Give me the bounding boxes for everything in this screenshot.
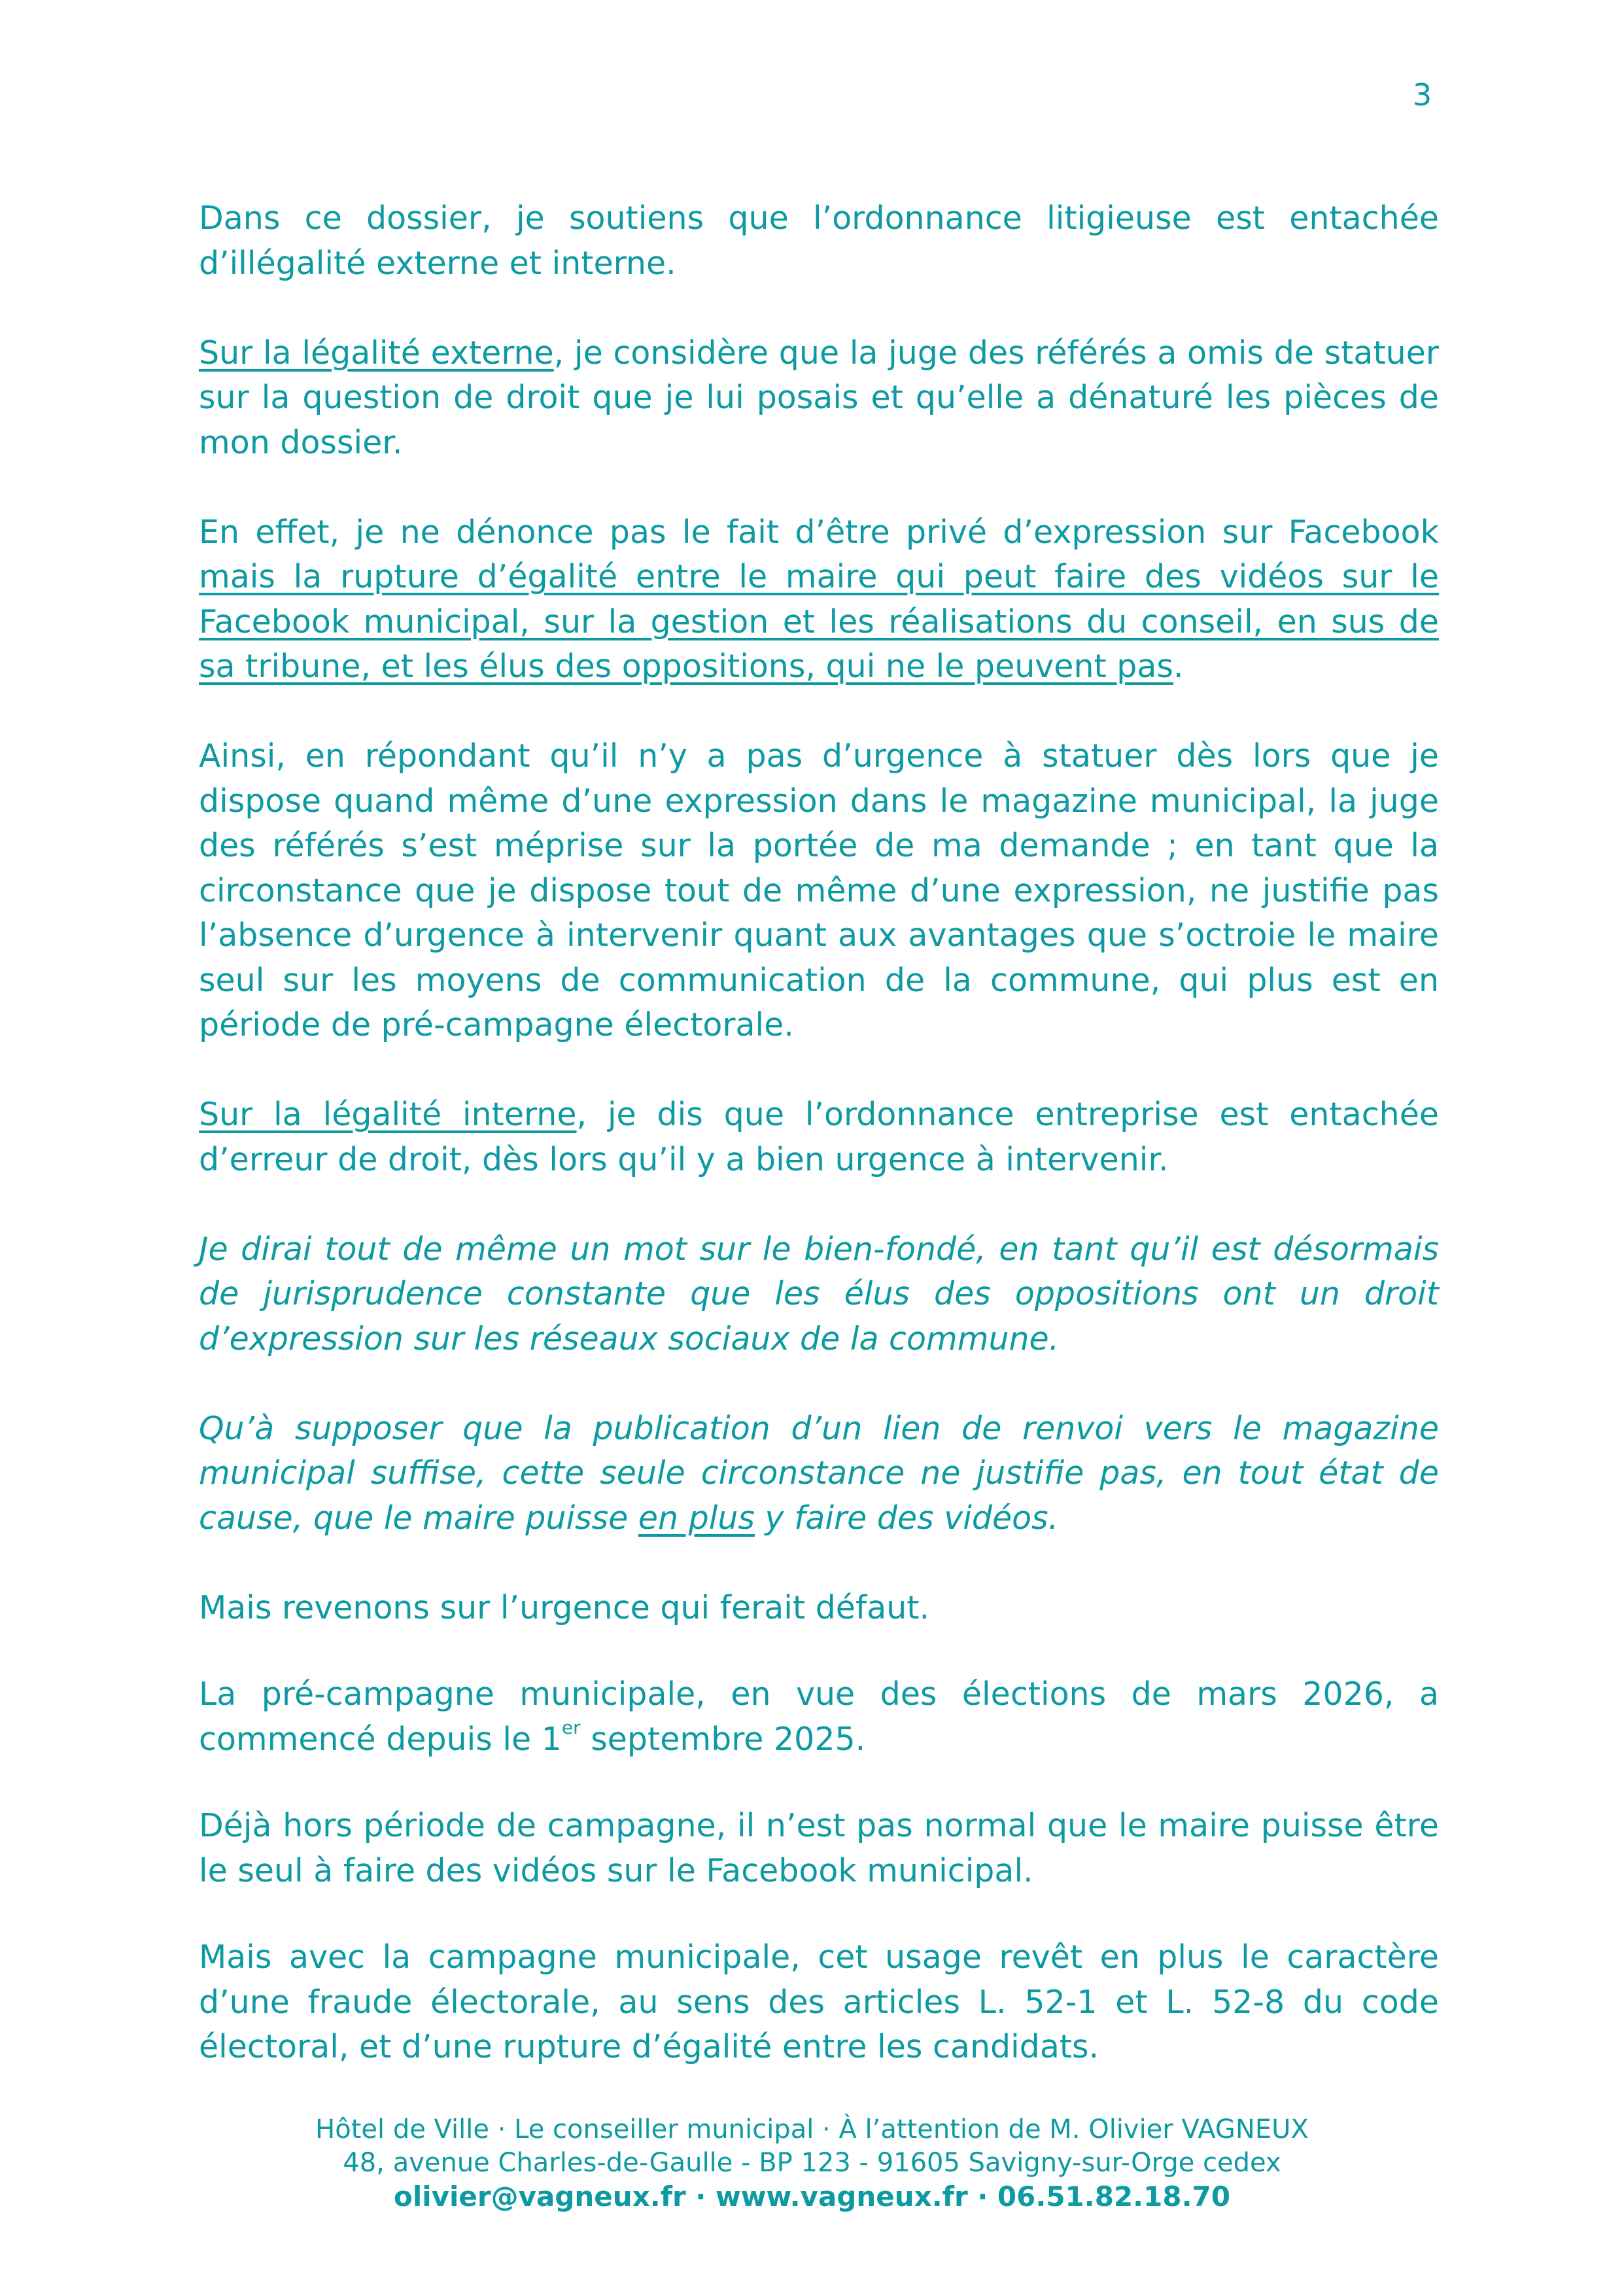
footer-website-link[interactable]: www.vagneux.fr bbox=[715, 2181, 968, 2213]
paragraph-outside-campaign bbox=[199, 1804, 1439, 1893]
footer-address-line-1: Hôtel de Ville · Le conseiller municipal · À l’attention de M. Olivier VAGNEUX bbox=[315, 2114, 1309, 2145]
paragraph-equality-rupture bbox=[199, 510, 1439, 690]
footer-phone: 06.51.82.18.70 bbox=[997, 2181, 1230, 2213]
paragraph-text: Déjà hors période de campagne, il n’est pas normal que le maire puisse être le seul à faire des vidéos sur le Facebook municipal. bbox=[199, 1807, 1439, 1889]
underlined-emphasis: en plus bbox=[638, 1499, 755, 1537]
ordinal-superscript: er bbox=[561, 1716, 581, 1738]
paragraph-text: . bbox=[1173, 648, 1184, 685]
paragraph-text: , je dis que l’ordonnance entreprise est entachée d’erreur de droit, dès lors qu’il y a bien urgence à intervenir. bbox=[199, 1096, 1439, 1178]
paragraph-text: Je dirai tout de même un mot sur le bien-fondé, en tant qu’il est désormais de jurisprudence constante que les élus des oppositions ont un droit d’expression sur les réseaux sociaux de la commune. bbox=[199, 1230, 1439, 1358]
footer-email-link[interactable]: olivier@vagneux.fr bbox=[394, 2181, 686, 2213]
paragraph-text: Mais avec la campagne municipale, cet usage revêt en plus le caractère d’une fraude électorale, au sens des articles L. 52-1 et L. 52-8 du code électoral, et d’une rupture d’égalité entre les candidats. bbox=[199, 1938, 1439, 2065]
paragraph-text: Dans ce dossier, je soutiens que l’ordonnance litigieuse est entachée d’illégalité externe et interne. bbox=[199, 200, 1439, 282]
separator: · bbox=[967, 2181, 997, 2213]
paragraph-urgency-response bbox=[199, 734, 1439, 1048]
footer-address-line-2: 48, avenue Charles-de-Gaulle - BP 123 - 91605 Savigny-sur-Orge cedex bbox=[343, 2148, 1281, 2178]
paragraph-text: Ainsi, en répondant qu’il n’y a pas d’urgence à statuer dès lors que je dispose quand même d’une expression dans le magazine municipal, la juge des référés s’est méprise sur la portée de ma demande ; en tant que la circonstance que je dispose tout de même d’une expression, ne justifie pas l’absence d’urgence à intervenir quant aux avantages que s’octroie le maire seul sur les moyens de communication de la commune, qui plus est en période de pré-campagne électorale. bbox=[199, 737, 1439, 1043]
separator: · bbox=[685, 2181, 716, 2213]
paragraph-text: Qu’à supposer que la publication d’un lien de renvoi vers le magazine municipal suffise, cette seule circonstance ne justifie pas, en tout état de cause, que le maire puisse bbox=[199, 1409, 1439, 1537]
heading-external-legality: Sur la légalité externe bbox=[199, 334, 554, 372]
heading-internal-legality: Sur la légalité interne bbox=[199, 1096, 577, 1133]
paragraph-text: septembre 2025. bbox=[580, 1720, 866, 1758]
paragraph-back-to-urgency bbox=[199, 1586, 1439, 1631]
page-number: 3 bbox=[1413, 77, 1432, 113]
paragraph-text: En effet, je ne dénonce pas le fait d’être privé d’expression sur Facebook bbox=[199, 513, 1439, 551]
footer bbox=[0, 2113, 1624, 2213]
paragraph-internal-legality bbox=[199, 1093, 1439, 1182]
paragraph-merits bbox=[199, 1227, 1439, 1362]
paragraph-text: Mais revenons sur l’urgence qui ferait défaut. bbox=[199, 1588, 930, 1626]
letter-body bbox=[199, 196, 1439, 2114]
paragraph-electoral-fraud bbox=[199, 1935, 1439, 2070]
paragraph-intro bbox=[199, 196, 1439, 286]
paragraph-magazine-link bbox=[199, 1407, 1439, 1541]
paragraph-external-legality bbox=[199, 331, 1439, 466]
paragraph-text: La pré-campagne municipale, en vue des élections de mars 2026, a commencé depuis le 1 bbox=[199, 1675, 1439, 1758]
paragraph-pre-campaign bbox=[199, 1672, 1439, 1762]
paragraph-text: , je considère que la juge des référés a omis de statuer sur la question de droit que je lui posais et qu’elle a dénaturé les pièces de mon dossier. bbox=[199, 334, 1440, 461]
underlined-emphasis: mais la rupture d’égalité entre le maire qui peut faire des vidéos sur le Facebook municipal, sur la gestion et les réalisations du conseil, en sus de sa tribune, et les élus des oppositions, qui ne le peuvent pas bbox=[199, 558, 1439, 685]
footer-contact-line bbox=[0, 2180, 1624, 2213]
paragraph-text: y faire des vidéos. bbox=[754, 1499, 1059, 1537]
